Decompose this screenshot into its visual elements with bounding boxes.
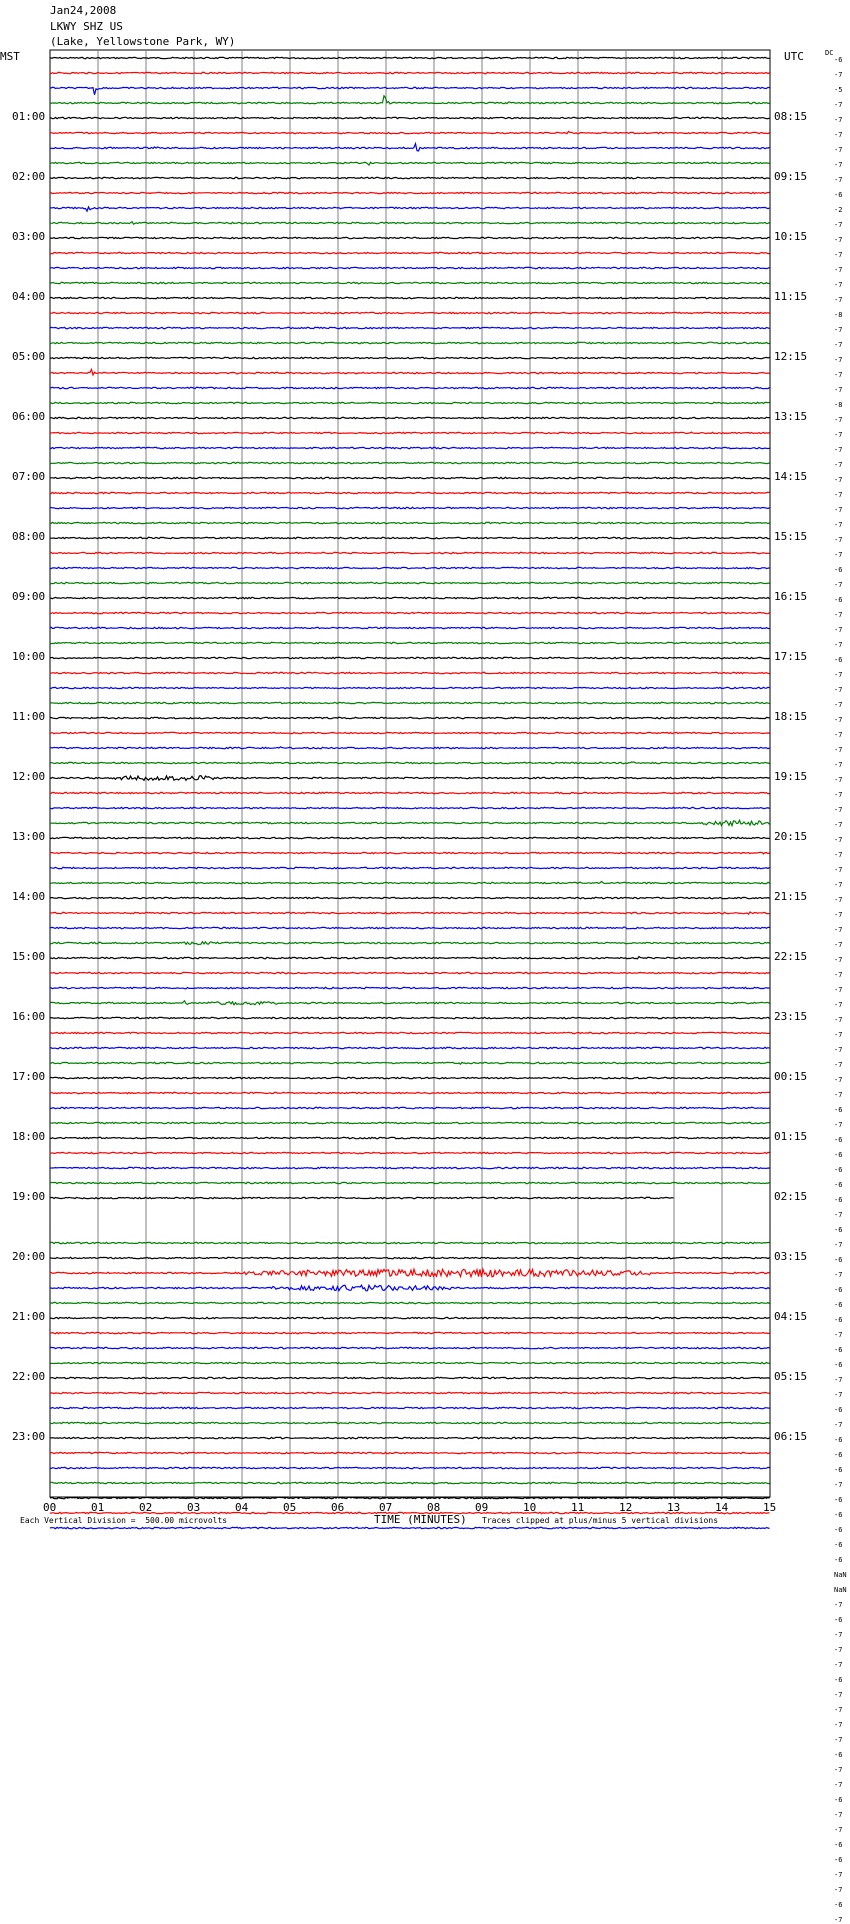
dc-offset-label: -7	[834, 956, 843, 964]
utc-hour-label: 18:15	[774, 710, 808, 723]
utc-hour-label: 02:15	[774, 1190, 808, 1203]
dc-offset-label: -7	[834, 1376, 843, 1384]
trace-line	[50, 1317, 770, 1318]
x-tick-label: 04	[235, 1501, 249, 1514]
trace-line	[50, 1285, 770, 1291]
dc-offset-label: -7	[834, 1811, 843, 1819]
dc-offset-label: -7	[834, 536, 843, 544]
utc-hour-label: 12:15	[774, 350, 808, 363]
mst-hour-label: 22:00	[12, 1370, 46, 1383]
trace-line	[50, 1107, 770, 1108]
dc-offset-label: -7	[834, 1781, 843, 1789]
dc-offset-label: -6	[834, 1316, 843, 1324]
trace-line	[50, 402, 770, 403]
utc-hour-label: 10:15	[774, 230, 808, 243]
mst-hour-label: 07:00	[12, 470, 46, 483]
trace-line	[50, 1452, 770, 1453]
trace-line	[50, 957, 770, 959]
x-tick-label: 02	[139, 1501, 153, 1514]
dc-offset-label: -6	[834, 1151, 843, 1159]
dc-offset-label: -7	[834, 116, 843, 124]
dc-offset-label: -7	[834, 776, 843, 784]
dc-offset-label: -7	[834, 1691, 843, 1699]
mst-hour-label: 17:00	[12, 1070, 46, 1083]
dc-offset-label: -6	[834, 1496, 843, 1504]
trace-line	[50, 222, 770, 225]
trace-line	[50, 927, 770, 929]
mst-hour-label: 11:00	[12, 710, 46, 723]
utc-hour-label: 20:15	[774, 830, 808, 843]
dc-offset-label: -7	[834, 476, 843, 484]
dc-offset-label: -7	[834, 1061, 843, 1069]
dc-offset-label: -7	[834, 461, 843, 469]
dc-offset-label: -7	[834, 1091, 843, 1099]
x-tick-label: 06	[331, 1501, 345, 1514]
mst-hour-label: 03:00	[12, 230, 46, 243]
dc-offset-label: -6	[834, 1361, 843, 1369]
trace-line	[50, 72, 770, 73]
dc-offset-label: -7	[834, 761, 843, 769]
trace-line	[50, 867, 770, 868]
x-tick-label: 01	[91, 1501, 105, 1514]
x-tick-label: 00	[43, 1501, 57, 1514]
trace-line	[50, 342, 770, 344]
utc-hour-label: 08:15	[774, 110, 808, 123]
trace-line	[50, 144, 770, 151]
trace-line	[50, 1347, 770, 1348]
mst-hour-label: 23:00	[12, 1430, 46, 1443]
dc-offset-label: -7	[834, 686, 843, 694]
dc-offset-label: -8	[834, 401, 843, 409]
utc-hour-label: 04:15	[774, 1310, 808, 1323]
dc-offset-label: -7	[834, 296, 843, 304]
trace-line	[50, 1152, 770, 1153]
trace-line	[50, 117, 770, 118]
trace-line	[50, 972, 770, 973]
dc-offset-label: -6	[834, 1106, 843, 1114]
trace-line	[50, 522, 770, 523]
dc-offset-label: -6	[834, 1466, 843, 1474]
dc-offset-label: -7	[834, 641, 843, 649]
dc-offset-label: -7	[834, 1646, 843, 1654]
trace-line	[50, 1062, 770, 1064]
trace-line	[50, 477, 770, 479]
trace-line	[50, 627, 770, 628]
trace-line	[50, 537, 770, 538]
mst-hour-label: 14:00	[12, 890, 46, 903]
dc-offset-label: NaN	[834, 1586, 847, 1594]
trace-line	[50, 672, 770, 673]
dc-offset-label: -7	[834, 1331, 843, 1339]
dc-offset-label: -6	[834, 1286, 843, 1294]
dc-offset-label: -6	[834, 1181, 843, 1189]
dc-offset-label: -7	[834, 1271, 843, 1279]
dc-offset-label: -7	[834, 581, 843, 589]
x-tick-label: 13	[667, 1501, 681, 1514]
dc-offset-label: -6	[834, 1856, 843, 1864]
mst-hour-label: 06:00	[12, 410, 46, 423]
mst-hour-label: 21:00	[12, 1310, 46, 1323]
x-tick-label: 08	[427, 1501, 441, 1514]
dc-offset-label: -2	[834, 206, 843, 214]
dc-offset-label: -7	[834, 131, 843, 139]
dc-offset-label: -7	[834, 1076, 843, 1084]
utc-hour-label: 00:15	[774, 1070, 808, 1083]
utc-hour-label: 23:15	[774, 1010, 808, 1023]
dc-offset-label: -7	[834, 551, 843, 559]
trace-line	[50, 702, 770, 703]
trace-line	[50, 597, 770, 598]
trace-line	[50, 282, 770, 283]
trace-line	[50, 820, 770, 825]
dc-offset-label: -7	[834, 1766, 843, 1774]
dc-offset-label: -7	[834, 1826, 843, 1834]
trace-line	[50, 807, 770, 808]
dc-offset-label: -7	[834, 1721, 843, 1729]
trace-line	[50, 1137, 770, 1138]
dc-offset-label: -7	[834, 1391, 843, 1399]
trace-line	[50, 942, 770, 945]
trace-line	[50, 1497, 770, 1498]
trace-line	[50, 1467, 770, 1468]
mst-hour-label: 10:00	[12, 650, 46, 663]
x-tick-label: 03	[187, 1501, 201, 1514]
x-tick-label: 14	[715, 1501, 729, 1514]
trace-line	[50, 357, 770, 358]
dc-offset-label: -7	[834, 521, 843, 529]
trace-line	[50, 492, 770, 493]
trace-line	[50, 369, 770, 375]
dc-offset-label: -7	[834, 836, 843, 844]
dc-offset-label: -7	[834, 746, 843, 754]
trace-line	[50, 1182, 770, 1183]
dc-offset-label: -7	[834, 1001, 843, 1009]
mst-hour-label: 19:00	[12, 1190, 46, 1203]
dc-offset-label: NaN	[834, 1571, 847, 1579]
trace-line	[50, 1047, 770, 1048]
dc-offset-label: -7	[834, 881, 843, 889]
trace-line	[50, 552, 770, 553]
trace-line	[50, 252, 770, 253]
trace-line	[50, 1269, 770, 1277]
trace-line	[50, 207, 770, 211]
dc-offset-label: -7	[834, 626, 843, 634]
trace-line	[50, 897, 770, 898]
trace-line	[50, 1242, 770, 1243]
dc-offset-label: -6	[834, 596, 843, 604]
dc-offset-label: -6	[834, 1796, 843, 1804]
trace-line	[50, 732, 770, 733]
dc-offset-label: -7	[834, 431, 843, 439]
dc-offset-label: -7	[834, 146, 843, 154]
mst-hour-label: 20:00	[12, 1250, 46, 1263]
dc-offset-label: -7	[834, 221, 843, 229]
trace-line	[50, 1332, 770, 1333]
dc-offset-label: -6	[834, 1166, 843, 1174]
dc-offset-label: -7	[834, 866, 843, 874]
trace-line	[50, 987, 770, 988]
dc-offset-label: -6	[834, 566, 843, 574]
dc-offset-label: -7	[834, 611, 843, 619]
trace-line	[50, 776, 770, 781]
utc-hour-label: 21:15	[774, 890, 808, 903]
x-tick-label: 05	[283, 1501, 297, 1514]
clip-note: Traces clipped at plus/minus 5 vertical divisions	[482, 1516, 719, 1525]
dc-offset-label: -7	[834, 911, 843, 919]
dc-offset-label: -6	[834, 1511, 843, 1519]
dc-offset-label: -6	[834, 191, 843, 199]
trace-line	[50, 387, 770, 388]
dc-offset-label: -7	[834, 161, 843, 169]
trace-line	[50, 1362, 770, 1363]
utc-hour-label: 16:15	[774, 590, 808, 603]
trace-line	[50, 1527, 770, 1528]
dc-offset-label: -6	[834, 1256, 843, 1264]
trace-line	[50, 582, 770, 583]
trace-line	[50, 567, 770, 568]
dc-offset-label: -7	[834, 1211, 843, 1219]
header-location: (Lake, Yellowstone Park, WY)	[50, 35, 236, 48]
right-axis-title: UTC	[784, 50, 804, 63]
dc-offset-label: -7	[834, 491, 843, 499]
trace-line	[50, 1197, 674, 1198]
trace-line	[50, 687, 770, 688]
x-tick-label: 12	[619, 1501, 633, 1514]
trace-line	[50, 1407, 770, 1408]
trace-line	[50, 837, 770, 838]
dc-offset-label: -7	[834, 416, 843, 424]
trace-line	[50, 57, 770, 58]
dc-offset-label: -6	[834, 1301, 843, 1309]
dc-offset-label: -7	[834, 1736, 843, 1744]
trace-line	[50, 417, 770, 418]
dc-offset-label: -7	[834, 701, 843, 709]
dc-offset-label: -7	[834, 806, 843, 814]
trace-line	[50, 1001, 770, 1005]
dc-offset-label: -7	[834, 821, 843, 829]
dc-offset-label: -7	[834, 1121, 843, 1129]
dc-offset-label: -6	[834, 1136, 843, 1144]
header-station: LKWY SHZ US	[50, 20, 123, 33]
dc-offset-label: -6	[834, 1751, 843, 1759]
utc-hour-label: 03:15	[774, 1250, 808, 1263]
mst-hour-label: 08:00	[12, 530, 46, 543]
dc-offset-label: -7	[834, 1016, 843, 1024]
dc-offset-label: -7	[834, 971, 843, 979]
utc-hour-label: 17:15	[774, 650, 808, 663]
trace-line	[50, 1017, 770, 1018]
mst-hour-label: 02:00	[12, 170, 46, 183]
dc-label: DC	[825, 49, 834, 57]
dc-offset-label: -7	[834, 926, 843, 934]
mst-hour-label: 05:00	[12, 350, 46, 363]
trace-line	[50, 852, 770, 854]
dc-offset-label: -6	[834, 1436, 843, 1444]
trace-line	[50, 1422, 770, 1423]
trace-line	[50, 177, 770, 178]
dc-offset-label: -6	[834, 56, 843, 64]
trace-line	[50, 1302, 770, 1303]
trace-line	[50, 447, 770, 448]
x-tick-label: 09	[475, 1501, 489, 1514]
dc-offset-label: -7	[834, 1886, 843, 1894]
trace-line	[50, 192, 770, 193]
trace-line	[50, 612, 770, 613]
utc-hour-label: 14:15	[774, 470, 808, 483]
dc-offset-label: -6	[834, 1616, 843, 1624]
dc-offset-label: -7	[834, 446, 843, 454]
dc-offset-label: -6	[834, 1226, 843, 1234]
trace-line	[50, 762, 770, 764]
utc-hour-label: 01:15	[774, 1130, 808, 1143]
dc-offset-label: -7	[834, 1421, 843, 1429]
dc-offset-label: -7	[834, 371, 843, 379]
trace-line	[50, 131, 770, 133]
dc-offset-label: -6	[834, 1901, 843, 1909]
trace-line	[50, 1032, 770, 1033]
trace-line	[50, 237, 770, 238]
mst-hour-label: 09:00	[12, 590, 46, 603]
utc-hour-label: 11:15	[774, 290, 808, 303]
left-axis-title: MST	[0, 50, 20, 63]
x-tick-label: 11	[571, 1501, 585, 1514]
trace-line	[50, 1167, 770, 1168]
mst-hour-label: 12:00	[12, 770, 46, 783]
trace-line	[50, 432, 770, 434]
dc-offset-label: -6	[834, 1541, 843, 1549]
dc-offset-label: -7	[834, 1916, 843, 1924]
dc-offset-label: -7	[834, 236, 843, 244]
dc-offset-label: -6	[834, 1346, 843, 1354]
dc-offset-label: -7	[834, 671, 843, 679]
dc-offset-label: -7	[834, 1241, 843, 1249]
dc-offset-label: -7	[834, 986, 843, 994]
dc-offset-label: -7	[834, 716, 843, 724]
dc-offset-label: -7	[834, 71, 843, 79]
mst-hour-label: 16:00	[12, 1010, 46, 1023]
dc-offset-label: -5	[834, 86, 843, 94]
dc-offset-label: -7	[834, 731, 843, 739]
mst-hour-label: 18:00	[12, 1130, 46, 1143]
trace-line	[50, 717, 770, 718]
trace-line	[50, 1377, 770, 1378]
utc-hour-label: 05:15	[774, 1370, 808, 1383]
dc-offset-label: -7	[834, 356, 843, 364]
dc-offset-label: -7	[834, 1601, 843, 1609]
trace-line	[50, 1437, 770, 1438]
trace-line	[50, 162, 770, 165]
dc-offset-label: -6	[834, 1676, 843, 1684]
utc-hour-label: 06:15	[774, 1430, 808, 1443]
dc-offset-label: -7	[834, 1631, 843, 1639]
mst-hour-label: 01:00	[12, 110, 46, 123]
dc-offset-label: -7	[834, 1706, 843, 1714]
trace-line	[50, 881, 770, 883]
trace-line	[50, 87, 770, 95]
dc-offset-label: -7	[834, 1046, 843, 1054]
dc-offset-label: -7	[834, 281, 843, 289]
utc-hour-label: 13:15	[774, 410, 808, 423]
mst-hour-label: 04:00	[12, 290, 46, 303]
trace-line	[50, 462, 770, 463]
dc-offset-label: -7	[834, 386, 843, 394]
dc-offset-label: -8	[834, 311, 843, 319]
dc-offset-label: -7	[834, 1871, 843, 1879]
dc-offset-label: -7	[834, 251, 843, 259]
dc-offset-label: -6	[834, 1526, 843, 1534]
trace-line	[50, 312, 770, 313]
trace-line	[50, 1092, 770, 1093]
trace-line	[50, 297, 770, 298]
trace-line	[50, 1077, 770, 1078]
trace-line	[50, 912, 770, 914]
dc-offset-label: -7	[834, 506, 843, 514]
x-tick-label: 07	[379, 1501, 393, 1514]
x-tick-label: 15	[763, 1501, 777, 1514]
dc-offset-label: -7	[834, 791, 843, 799]
x-tick-label: 10	[523, 1501, 537, 1514]
dc-offset-label: -7	[834, 1661, 843, 1669]
utc-hour-label: 19:15	[774, 770, 808, 783]
trace-line	[50, 327, 770, 328]
dc-offset-label: -7	[834, 341, 843, 349]
utc-hour-label: 09:15	[774, 170, 808, 183]
dc-offset-label: -7	[834, 176, 843, 184]
dc-offset-label: -6	[834, 1841, 843, 1849]
trace-line	[50, 747, 770, 749]
dc-offset-label: -7	[834, 326, 843, 334]
utc-hour-label: 15:15	[774, 530, 808, 543]
trace-line	[50, 96, 770, 104]
trace-line	[50, 792, 770, 793]
trace-line	[50, 642, 770, 643]
dc-offset-label: -7	[834, 266, 843, 274]
dc-offset-label: -6	[834, 1406, 843, 1414]
utc-hour-label: 22:15	[774, 950, 808, 963]
scale-note: Each Vertical Division = 500.00 microvolts	[20, 1516, 228, 1525]
mst-hour-label: 13:00	[12, 830, 46, 843]
trace-line	[50, 1122, 770, 1123]
trace-line	[50, 1257, 770, 1258]
mst-hour-label: 15:00	[12, 950, 46, 963]
dc-offset-label: -6	[834, 656, 843, 664]
dc-offset-label: -7	[834, 101, 843, 109]
dc-offset-label: -6	[834, 1196, 843, 1204]
dc-offset-label: -6	[834, 1451, 843, 1459]
dc-offset-label: -7	[834, 941, 843, 949]
dc-offset-label: -7	[834, 1031, 843, 1039]
dc-offset-label: -7	[834, 851, 843, 859]
dc-offset-label: -6	[834, 1556, 843, 1564]
trace-line	[50, 507, 770, 508]
dc-offset-label: -7	[834, 1481, 843, 1489]
x-axis-label: TIME (MINUTES)	[374, 1513, 467, 1526]
trace-line	[50, 267, 770, 268]
trace-line	[50, 657, 770, 658]
trace-line	[50, 1482, 770, 1483]
trace-line	[50, 1392, 770, 1393]
header-date: Jan24,2008	[50, 4, 117, 17]
dc-offset-label: -7	[834, 896, 843, 904]
